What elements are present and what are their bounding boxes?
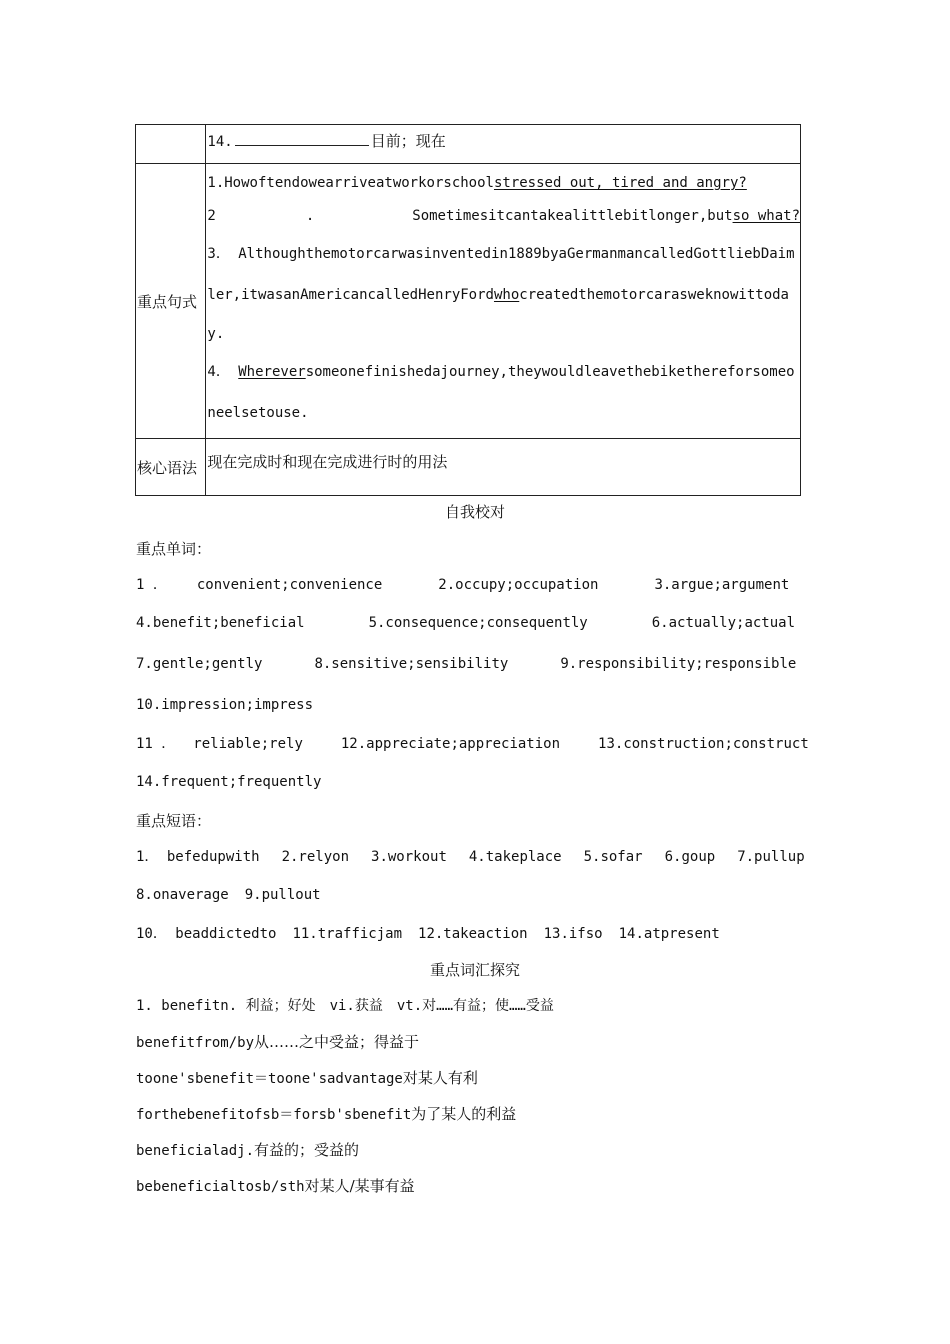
vocab-line-3: toone'sbenefit＝toone'sadvantage对某人有利 xyxy=(136,1069,478,1087)
item-number: 14. xyxy=(207,134,233,150)
vocab-line-2: benefitfrom/by从……之中受益；得益于 xyxy=(136,1033,420,1051)
word-line-3: 7.gentle;gently 8.sensitive;sensibility 9.responsibility;responsible xyxy=(136,656,797,672)
words-heading: 重点单词： xyxy=(136,540,212,558)
sentence-3-line-3: y. xyxy=(207,326,225,342)
vocab-line-1: 1. benefitn. 利益；好处 vi.获益 vt.对……有益；使……受益 xyxy=(136,998,554,1014)
table-row xyxy=(136,439,801,496)
word-line-1: 1 ． convenient;convenience 2.occupy;occupation 3.argue;argument xyxy=(136,577,790,593)
underlined-phrase: stressed out, tired and angry? xyxy=(493,175,747,191)
phrase-line-3: 10． beaddictedto 11.trafficjam 12.takeaction 13.ifso 14.atpresent xyxy=(136,926,720,942)
table-row xyxy=(136,164,801,439)
item-meaning: 目前；现在 xyxy=(370,132,446,150)
word-line-6: 14.frequent;frequently xyxy=(136,774,322,790)
row-content xyxy=(206,439,801,496)
sentence-4-line-2: neelsetouse. xyxy=(207,405,309,421)
vocab-line-4: forthebenefitofsb＝forsb'sbenefit为了某人的利益 xyxy=(136,1105,517,1123)
underlined-phrase: so what? xyxy=(732,208,800,224)
summary-table xyxy=(135,124,801,496)
phrase-line-2: 8.onaverage 9.pullout xyxy=(136,887,321,903)
sentence-2: 2 . Sometimesitcantakealittlebitlonger,butso what? xyxy=(207,208,800,224)
section-title: 自我校对 xyxy=(444,503,505,521)
vocab-line-5: beneficialadj.有益的；受益的 xyxy=(136,1141,360,1159)
sentence-4-line-1: 4． Whereversomeonefinishedajourney,theywouldleavethebikethereforsomeo xyxy=(207,364,795,380)
key-sentences xyxy=(206,164,801,439)
grammar-text: 现在完成时和现在完成进行时的用法 xyxy=(207,453,448,471)
phrases-heading: 重点短语： xyxy=(136,812,212,830)
underlined-word: Wherever xyxy=(238,364,306,380)
underlined-word: who xyxy=(493,287,520,303)
vocab-line-6: bebeneficialtosb/sth对某人/某事有益 xyxy=(136,1177,415,1195)
word-line-4: 10.impression;impress xyxy=(136,697,314,713)
row-label xyxy=(136,125,206,164)
sentence-3-line-1: 3． Althoughthemotorcarwasinventedin1889byaGermanmancalledGottliebDaim xyxy=(207,246,795,262)
word-line-5: 11 ． reliable;rely 12.appreciate;appreciation 13.construction;construct xyxy=(136,736,809,752)
word-line-2: 4.benefit;beneficial 5.consequence;consequently 6.actually;actual xyxy=(136,615,796,631)
table-row xyxy=(136,125,801,164)
section-title: 重点词汇探究 xyxy=(429,961,520,979)
fill-blank xyxy=(235,131,369,146)
row-label: 重点句式 xyxy=(136,164,206,439)
row-label: 核心语法 xyxy=(136,439,206,496)
row-content xyxy=(206,125,801,164)
phrase-line-1: 1． befedupwith 2.relyon 3.workout 4.takeplace 5.sofar 6.goup 7.pullup xyxy=(136,849,805,865)
sentence-3-line-2: ler,itwasanAmericancalledHenryFordwhocreatedthemotorcarasweknowittoda xyxy=(207,287,789,303)
sentence-1: 1.Howoftendowearriveatworkorschoolstressed out, tired and angry? xyxy=(207,175,747,191)
